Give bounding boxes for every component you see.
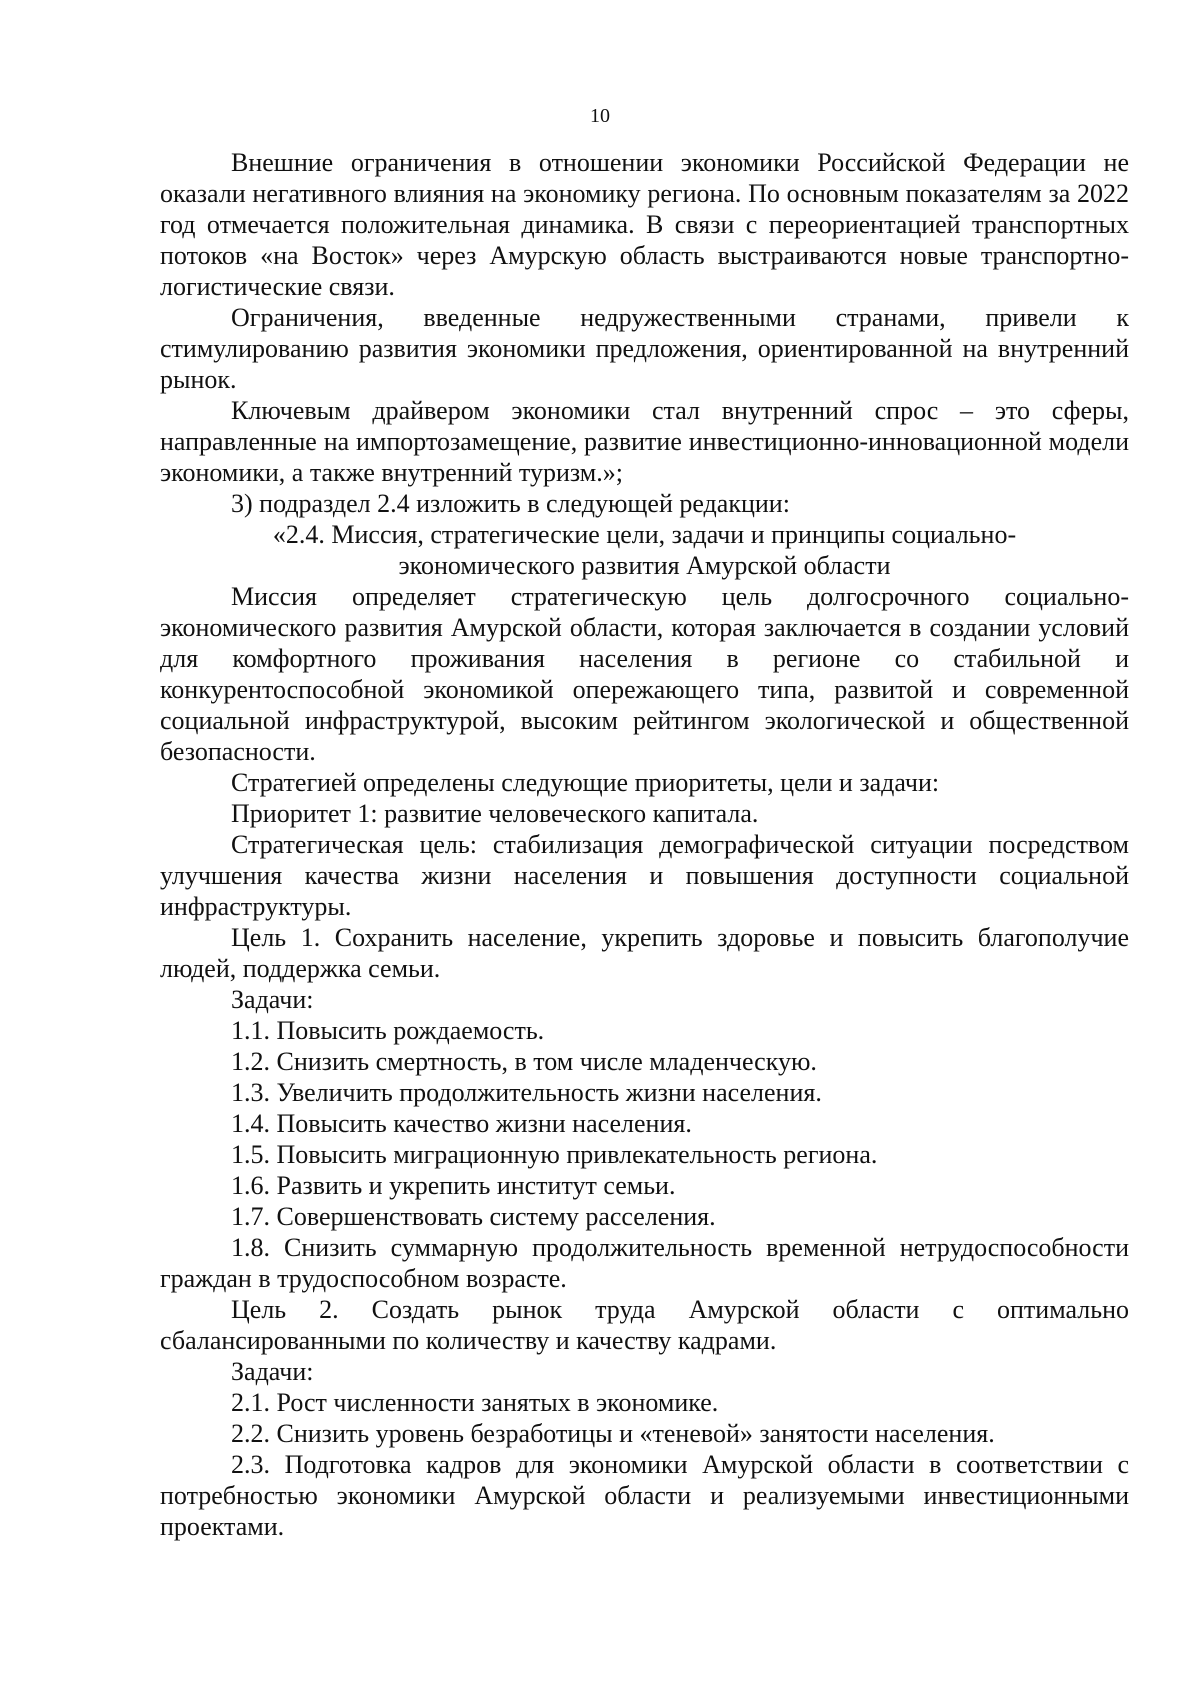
section-heading-line-1: «2.4. Миссия, стратегические цели, задачи и принципы социально- bbox=[272, 520, 1017, 549]
paragraph-tasks-heading-1: Задачи: bbox=[231, 985, 314, 1014]
list-item-task-1-6: 1.6. Развить и укрепить институт семьи. bbox=[231, 1171, 676, 1200]
paragraph-priority-1: Приоритет 1: развитие человеческого капитала. bbox=[231, 799, 759, 828]
list-item-task-1-4: 1.4. Повысить качество жизни населения. bbox=[231, 1109, 692, 1138]
document-body bbox=[160, 147, 1129, 1542]
paragraph-goal-2: Цель 2. Создать рынок труда Амурской области с оптимально сбалансированными по количеству и качеству кадрами. bbox=[160, 1295, 1129, 1355]
paragraph-priorities-intro: Стратегией определены следующие приоритеты, цели и задачи: bbox=[231, 768, 940, 797]
paragraph-subsection-instruction: 3) подраздел 2.4 изложить в следующей редакции: bbox=[231, 489, 790, 518]
paragraph-tasks-heading-2: Задачи: bbox=[231, 1357, 314, 1386]
paragraph-restrictions-stimulus: Ограничения, введенные недружественными странами, привели к стимулированию развития экономики предложения, ориентированной на внутренний рынок. bbox=[160, 303, 1129, 394]
list-item-task-1-5: 1.5. Повысить миграционную привлекательность региона. bbox=[231, 1140, 878, 1169]
list-item-task-2-1: 2.1. Рост численности занятых в экономике. bbox=[231, 1388, 719, 1417]
paragraph-mission: Миссия определяет стратегическую цель долгосрочного социально-экономического развития Амурской области, которая заключается в создании условий для комфортного проживания населения в регионе со стабильной и конкурентоспособной экономикой опережающего типа, развитой и современной социальной инфраструктурой, высоким рейтингом экологической и общественной безопасности. bbox=[160, 582, 1129, 766]
page-number: 10 bbox=[590, 105, 610, 127]
section-heading-line-2: экономического развития Амурской области bbox=[398, 551, 891, 580]
paragraph-key-driver: Ключевым драйвером экономики стал внутренний спрос – это сферы, направленные на импортозамещение, развитие инвестиционно-инновационной модели экономики, а также внутренний туризм.»; bbox=[160, 396, 1129, 487]
list-item-task-1-2: 1.2. Снизить смертность, в том числе младенческую. bbox=[231, 1047, 817, 1076]
list-item-task-1-1: 1.1. Повысить рождаемость. bbox=[231, 1016, 545, 1045]
list-item-task-1-8: 1.8. Снизить суммарную продолжительность временной нетрудоспособности граждан в трудоспособном возрасте. bbox=[160, 1233, 1129, 1293]
list-item-task-1-7: 1.7. Совершенствовать систему расселения. bbox=[231, 1202, 716, 1231]
paragraph-strategic-goal: Стратегическая цель: стабилизация демографической ситуации посредством улучшения качества жизни населения и повышения доступности социальной инфраструктуры. bbox=[160, 830, 1129, 921]
paragraph-goal-1: Цель 1. Сохранить население, укрепить здоровье и повысить благополучие людей, поддержка семьи. bbox=[160, 923, 1129, 983]
paragraph-external-restrictions: Внешние ограничения в отношении экономики Российской Федерации не оказали негативного влияния на экономику региона. По основным показателям за 2022 год отмечается положительная динамика. В связи с переориентацией транспортных потоков «на Восток» через Амурскую область выстраиваются новые транспортно-логистические связи. bbox=[160, 148, 1129, 301]
list-item-task-2-3: 2.3. Подготовка кадров для экономики Амурской области в соответствии с потребностью экономики Амурской области и реализуемыми инвестиционными проектами. bbox=[160, 1450, 1129, 1541]
list-item-task-2-2: 2.2. Снизить уровень безработицы и «теневой» занятости населения. bbox=[231, 1419, 995, 1448]
list-item-task-1-3: 1.3. Увеличить продолжительность жизни населения. bbox=[231, 1078, 822, 1107]
